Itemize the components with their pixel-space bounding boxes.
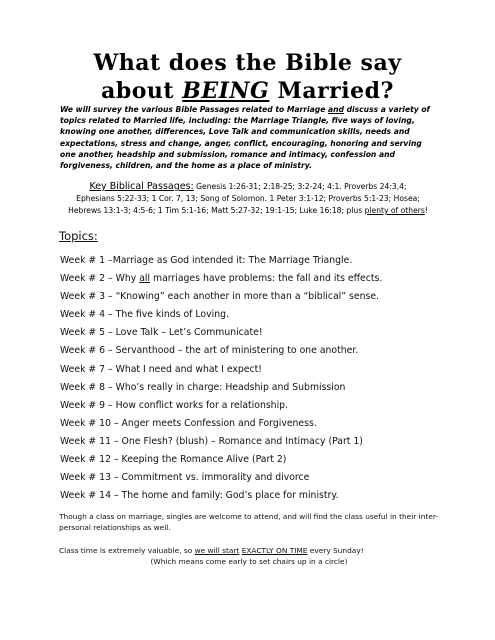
title-line-2-post: Married? (269, 78, 394, 104)
week-item: Week # 8 – Who’s really in charge: Headship and Submission (60, 381, 346, 393)
week-item: Week # 1 –Marriage as God intended it: The Marriage Triangle. (60, 255, 353, 266)
passages-line-3-end: ! (424, 206, 428, 215)
passages-plenty: plenty of others (364, 206, 425, 215)
title-line-1 (0, 50, 495, 76)
title-line-1-text: What does the Bible say (93, 50, 402, 76)
intro-paragraph (60, 104, 438, 171)
passages-line-2: Ephesians 5:22-33; 1 Cor. 7, 13; Song of Solomon. 1 Peter 3:1-12; Proverbs 5:1-23; Hosea; (76, 194, 420, 203)
week-item: Week # 3 – “Knowing” each another in more than a “biblical” sense. (60, 291, 379, 303)
weeks-list (60, 252, 460, 505)
singles-note: Though a class on marriage, singles are welcome to attend, and will find the class useful in their inter- personal relationships as well. (59, 512, 439, 532)
week-item: Week # 6 – Servanthood – the art of ministering to one another. (60, 345, 359, 357)
week-item: Week # 2 – Why all marriages have problems: the fall and its effects. (60, 273, 383, 285)
week-item: Week # 5 – Love Talk – Let’s Communicate! (60, 327, 263, 339)
passages-line-1: Genesis 1:26-31; 2:18-25; 3:2-24; 4:1. Proverbs 24:3,4; (193, 182, 407, 191)
timeline-exact: EXACTLY ON TIME (241, 546, 308, 555)
class-time-note (59, 545, 459, 567)
intro-and: and (328, 105, 344, 114)
passages-line-3: Hebrews 13:1-3; 4:5-6; 1 Tim 5:1-16; Matt 5:27-32; 19:1-15; Luke 16:18; plus (68, 206, 365, 215)
timeline-pre: Class time is extremely valuable, so (59, 546, 195, 555)
week-item: Week # 11 – One Flesh? (blush) – Romance and Intimacy (Part 1) (60, 435, 363, 447)
week-item: Week # 7 – What I need and what I expect! (60, 363, 263, 375)
week-item: Week # 14 – The home and family: God’s place for ministry. (60, 490, 339, 502)
week-item: Week # 12 – Keeping the Romance Alive (Part 2) (60, 454, 287, 466)
timeline-post: every Sunday! (307, 546, 364, 555)
week-item: Week # 4 – The five kinds of Loving. (60, 309, 229, 321)
key-passages-heading: Key Biblical Passages: (89, 181, 194, 192)
week-item: Week # 13 – Commitment vs. immorality and divorce (60, 472, 310, 484)
timeline-line-2: (Which means come early to set chairs up in a circle) (150, 557, 348, 566)
topics-heading: Topics: (59, 229, 98, 243)
week-item: Week # 9 – How conflict works for a relationship. (60, 399, 289, 411)
intro-part-1: We will survey the various Bible Passages related to Marriage (60, 105, 328, 114)
title-line-2 (0, 78, 495, 104)
timeline-start: we will start (194, 546, 240, 555)
title-emphasis: BEING (182, 78, 270, 104)
week-item: Week # 10 – Anger meets Confession and Forgiveness. (60, 417, 317, 429)
intro-part-2: discuss a variety of topics related to Married life, including: the Marriage Triangle, five ways of loving, knowing one another, differences, Love Talk and communication skills, needs and expectations, stress and change, anger, conflict, encouraging, honoring and serving one another, headship and submission, romance and intimacy, confession and forgiveness, children, and the home as a place of ministry. (60, 105, 430, 171)
key-passages (52, 181, 444, 217)
title-line-2-pre: about (101, 78, 183, 104)
